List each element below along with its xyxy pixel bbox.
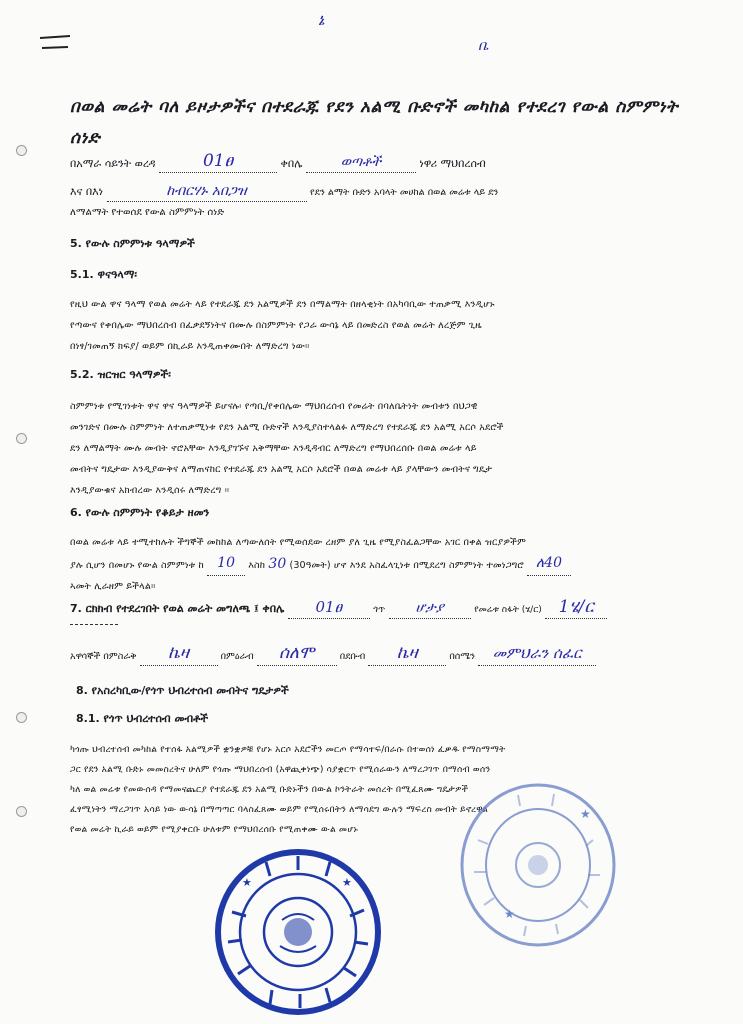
section-6-body	[70, 532, 690, 597]
intro-prefix: በአማራ ሳይንት ወረዳ	[70, 157, 156, 170]
extension-field	[527, 553, 571, 576]
group-handwritten: ከብርሃኑ አበጋዝ	[166, 183, 247, 199]
text-line: ፈፃሚነትን ማረጋገጥ አሳይ ነው ውሳኔ በማጣጣር ባላስፈጸሙ ወይም የሚሰሩበትን ለማሳደግ ውሉን ማፍረስ መብት ይኖረዋል	[70, 804, 489, 815]
punch-hole	[16, 433, 27, 444]
svg-text:★: ★	[580, 807, 591, 821]
south-handwritten: ኬዛ	[396, 643, 418, 663]
text-line: በነፃ/ገመጠኝ ክፍያ/ ወይም በኪራይ እንዲጠቀሙበት ለማድረግ ነው።	[70, 341, 310, 352]
north-handwritten: መምህራን ሰፈር	[492, 644, 582, 662]
east-field	[140, 644, 218, 666]
south-label: በደቡብ	[339, 651, 366, 662]
text-line: ጋር የደን አልሚ ቡድኑ መመስረትና ሁለም የጎጡ ማህበረሰብ (አዋጪቀነጭ) ሳያቋርጥ የሚሰራውን ለማረጋገጥ በማሰብ ወሰን	[70, 764, 491, 775]
section-5-2-body	[70, 396, 690, 501]
text-line: ደን ለማልማት ሙሉ መብት ኖሮአቸው እንዲያገኙና አቅማቸው እንዲዳብር ለማድረግ የማህበረሰቡ በወል መሬቱ ላይ	[70, 443, 477, 454]
text-line: የዚህ ውል ዋና ዓላማ የወል መሬት ላይ የተደራጁ ደን አልሚዎች ደን በማልማት በዘላቂነት በአካባቢው ተጠቃሚ እንዲሆኑ	[70, 299, 495, 310]
svg-text:★: ★	[504, 907, 515, 921]
punch-hole	[16, 712, 27, 723]
text-line: የጣውና የቀበሌው ማህበረሰብ በፈቃደኝነትና በሙሉ በስምምነት የጋራ ውሳኔ ላይ በመድረስ የወል መሬት ለረጅም ጊዜ	[70, 320, 482, 331]
intro-line-1	[70, 152, 486, 173]
scribble-mark	[38, 30, 78, 60]
duration-min-handwritten: 10	[217, 555, 236, 571]
text-line: እንዲያውቁና አክብረው እንዲሰሩ ለማድረግ ፡፡	[70, 485, 230, 496]
divider	[70, 624, 118, 625]
kebele-label: ቀበሌ	[280, 157, 303, 170]
west-handwritten: ሰለሞ	[278, 643, 315, 663]
community-suffix: ነዋሪ ማህበረሰብ	[419, 157, 486, 170]
duration-until-label: እስከ	[248, 560, 266, 571]
kebele-handwritten: 01ፀ	[202, 151, 234, 171]
community-field	[306, 153, 416, 173]
area-field	[545, 598, 607, 619]
community-handwritten: ወጣቶች	[340, 154, 382, 170]
text-line: ካጎጡ ህብረተሰብ መካከል የተሰፋ አልሚዎች ቋንቋዎቹ የሆኑ አርሶ አደሮችን መርጦ የማሳተፍ/በራሱ በተወሰነ ፈቃዱ የማስማማት	[70, 744, 506, 755]
extension-handwritten: ለ40	[535, 555, 563, 571]
area-label: የመሬቱ ስፋት (ሄ/ር)	[474, 605, 542, 615]
punch-hole	[16, 806, 27, 817]
section-7-heading: 7. ርክክብ የተደረገበት የወል መሬት መግለጫ ፤ ቀበሌ	[70, 602, 285, 615]
text-line	[70, 553, 690, 576]
north-label: በሰሜን	[449, 651, 475, 662]
area-handwritten: 1ሄ/ር	[558, 597, 594, 617]
text-line: ስምምነቱ የሚገነቱት ዋና ዋና ዓላማዎች ይሆናሉ፡ የጣቢ/የቀበሌው ማህበረሰብ የመሬት በባለቤትነት መብቱን በህጋዊ	[70, 401, 478, 412]
s7-kebele-handwritten: 01ፀ	[315, 598, 343, 616]
section-7-line	[70, 598, 607, 619]
section-5-heading: 5. የውሉ ስምምነቱ ዓላማዎች	[70, 237, 195, 250]
text-line: በወል መሬቱ ላይ ተሚተከሉት ችግኞች መከከል ለጣውለሰት የሚወሰደው ረዘም ያለ ጊዜ የሚያስፈልጋቸው አገር በቀል ዝርያዎችም	[70, 537, 527, 548]
text-line: ኣመት ሊራዘም ይችላል።	[70, 581, 156, 592]
section-6-heading: 6. የውሉ ስምምነት የቆይታ ዘመን	[70, 506, 210, 519]
section-8-heading: 8. የአስረካቢው/የጎጥ ህብረተሰብ መብትና ግዴታዎች	[76, 684, 289, 697]
text-line: መንገድና በሙሉ ስምምነት ለተጠቃሚነቱ የደን አልሚ ቡድኖች እንዲያስተላልፉ ለማድረግ የተደራጁ ደን አልሚ አርሶ አደሮች	[70, 422, 504, 433]
west-label: በምዕራብ	[220, 651, 254, 662]
document-title: በወል መሬት ባለ ይዞታዎችና በተደራጁ የደን አልሚ ቡድኖች መካከል የተደረገ የውል ስምምነት ሰነድ	[70, 97, 679, 148]
gott-handwritten: ሆታያ	[415, 600, 445, 616]
section-8-1-heading: 8.1. የጎጥ ህብረተሰብ መብቶች	[76, 712, 209, 725]
north-field	[478, 644, 596, 666]
duration-max-handwritten: 30	[268, 556, 287, 572]
group-suffix: የደን ልማት ቡድን አባላት መሀከል በወል መሬቱ ላይ ደን	[310, 187, 499, 198]
text-line: የወል መሬት ኪራይ ወይም የሚያቀርቡ ሁለቱም የማህበረሰቡ የሚጠቀሙ ውል መሆኑ	[70, 824, 359, 835]
text-line: ካለ ወል መሬቱ የመውሰዳ የማመናጨርያ የተደራጁ ደን አልሚ ቡድኑችን በውል ኮንትራት መሰረት በሚፈጸሙ ግዴታዎች	[70, 784, 469, 795]
kebele-field	[159, 152, 277, 173]
south-field	[368, 644, 446, 666]
svg-text:★: ★	[242, 876, 252, 889]
intro-line-2	[70, 182, 498, 202]
gott-label: ጎጥ	[373, 604, 386, 615]
section-5-1-body	[70, 294, 690, 357]
right-official-stamp	[458, 780, 618, 950]
s7-kebele-field	[288, 598, 370, 619]
duration-rest: (30ዓመት) ሆኖ እንደ አስፈላጊነቱ በሚደረግ ስምምነት ተመነጋግሮ	[289, 560, 524, 571]
group-prefix: እና በእነ	[70, 185, 104, 198]
gott-field	[389, 599, 471, 619]
top-handwritten-mark-b: ቤ	[478, 38, 489, 54]
text-line: መብትና ግዴታው እንዲያውቅና ለማጠናከር የተደራጁ ደን አልሚ አርሶ አደሮች በወል መሬቱ ላይ ያላቸውን መብትና ግዴታ	[70, 464, 492, 475]
top-handwritten-mark-a: ኔ	[318, 10, 325, 29]
group-field	[107, 182, 307, 202]
boundaries-line	[70, 644, 596, 666]
boundary-label: አዋሳኞች በምስራቅ	[70, 651, 137, 662]
intro-line-3: ለማልማት የተወሰደ የውል ስምምነት ሰነድ	[70, 207, 225, 218]
svg-text:★: ★	[342, 876, 352, 889]
duration-prefix: ያሉ ሲሆን በመሆኑ የውል ስምምነቱ ከ	[70, 560, 204, 571]
duration-min-field	[207, 553, 245, 576]
section-5-2-heading: 5.2. ዝርዝር ዓላማዎች፡	[70, 368, 171, 381]
east-handwritten: ኬዛ	[168, 643, 190, 663]
punch-hole	[16, 145, 27, 156]
left-official-stamp	[212, 846, 384, 1018]
west-field	[257, 644, 337, 666]
section-5-1-heading: 5.1. ዋናዓላማ፡	[70, 268, 137, 281]
